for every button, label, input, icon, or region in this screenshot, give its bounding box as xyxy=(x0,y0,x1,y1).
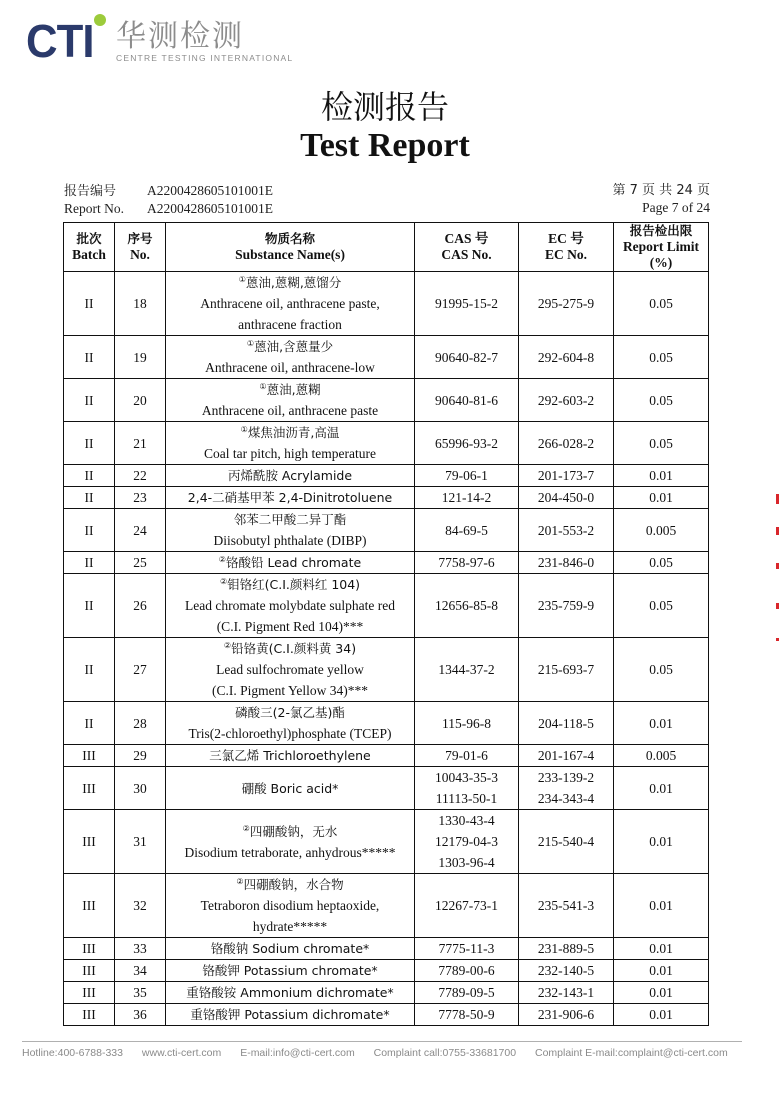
cell-no: 33 xyxy=(115,938,166,960)
cell-cas xyxy=(415,938,519,960)
table-row xyxy=(64,810,709,874)
table-row xyxy=(64,487,709,509)
cell-cas xyxy=(415,810,519,874)
cell-substance-name xyxy=(166,487,415,509)
table-row xyxy=(64,874,709,938)
cell-cas xyxy=(415,509,519,552)
cell-no: 20 xyxy=(115,379,166,422)
title-en: Test Report xyxy=(300,127,470,164)
seal-stamp-edge xyxy=(776,527,779,535)
cell-report-limit: 0.01 xyxy=(614,767,709,810)
footnote-marker: ① xyxy=(240,425,248,434)
cell-report-limit: 0.01 xyxy=(614,487,709,509)
substance-name-line: ②四硼酸钠，无水 xyxy=(242,823,338,839)
cas-number: 12656-85-8 xyxy=(435,598,498,613)
cell-no: 32 xyxy=(115,874,166,938)
logo-brand: CTI xyxy=(26,15,94,67)
cell-no: 36 xyxy=(115,1004,166,1026)
substance-table xyxy=(63,222,709,1026)
table-row xyxy=(64,1004,709,1026)
ec-number: 266-028-2 xyxy=(537,435,595,451)
substance-name-line: 2,4-二硝基甲苯 2,4-Dinitrotoluene xyxy=(187,490,393,505)
cell-cas xyxy=(415,702,519,745)
cell-substance-name xyxy=(166,767,415,810)
cell-no: 30 xyxy=(115,767,166,810)
cell-report-limit: 0.05 xyxy=(614,336,709,379)
cas-number: 90640-82-7 xyxy=(435,349,498,365)
cell-ec xyxy=(519,487,614,509)
title-cn: 检测报告 xyxy=(320,88,449,126)
cell-batch: III xyxy=(64,745,115,767)
cell-ec xyxy=(519,422,614,465)
ec-number: 204-450-0 xyxy=(537,490,595,505)
cell-cas xyxy=(415,874,519,938)
ec-number: 295-275-9 xyxy=(537,296,595,311)
report-no-value-cn: A2200428605101001E xyxy=(147,183,273,198)
cas-number: 91995-15-2 xyxy=(435,296,498,311)
footer-hotline: Hotline:400-6788-333 xyxy=(22,1047,123,1059)
substance-name-line: Lead sulfochromate yellow xyxy=(216,662,364,677)
cell-substance-name xyxy=(166,509,415,552)
cas-number: 7789-00-6 xyxy=(438,963,495,978)
cell-ec xyxy=(519,379,614,422)
cas-number: 7775-11-3 xyxy=(438,941,495,956)
ec-number: 215-693-7 xyxy=(537,662,595,677)
cell-no: 23 xyxy=(115,487,166,509)
cell-no: 19 xyxy=(115,336,166,379)
cell-ec xyxy=(519,767,614,810)
cell-no: 27 xyxy=(115,638,166,702)
header-report-limit: 报告检出限 Report Limit (%) xyxy=(614,223,709,272)
substance-name-line: Anthracene oil, anthracene paste, xyxy=(200,296,380,311)
substance-name-line: hydrate***** xyxy=(252,919,328,934)
table-row xyxy=(64,509,709,552)
table-row xyxy=(64,379,709,422)
ec-number: 292-603-2 xyxy=(537,392,595,408)
report-number-block xyxy=(64,182,273,217)
report-no-label-cn: 报告编号 xyxy=(64,184,117,199)
ec-number: 233-139-2 xyxy=(537,770,595,785)
cell-substance-name xyxy=(166,982,415,1004)
footer-website[interactable]: www.cti-cert.com xyxy=(141,1047,222,1059)
cell-report-limit: 0.05 xyxy=(614,552,709,574)
cell-batch: II xyxy=(64,702,115,745)
footer-complaint-call: Complaint call:0755-33681700 xyxy=(373,1047,517,1059)
cas-number: 7778-50-9 xyxy=(438,1007,495,1022)
cell-report-limit: 0.005 xyxy=(614,745,709,767)
substance-name-line: 重铬酸钾 Potassium dichromate* xyxy=(190,1007,390,1022)
footnote-marker: ② xyxy=(219,577,228,586)
cell-substance-name xyxy=(166,1004,415,1026)
cell-ec xyxy=(519,960,614,982)
substance-name-line: (C.I. Pigment Red 104)*** xyxy=(216,619,364,634)
cell-report-limit: 0.01 xyxy=(614,1004,709,1026)
footnote-marker: ② xyxy=(242,823,250,833)
cell-batch: III xyxy=(64,810,115,874)
table-row xyxy=(64,552,709,574)
cell-substance-name xyxy=(166,422,415,465)
cell-batch: II xyxy=(64,379,115,422)
ec-number: 231-846-0 xyxy=(537,555,595,570)
table-row xyxy=(64,272,709,336)
logo-name-en: CENTRE TESTING INTERNATIONAL xyxy=(116,53,294,63)
substance-name-line: 邻苯二甲酸二异丁酯 xyxy=(233,512,347,527)
cell-substance-name xyxy=(166,465,415,487)
substance-name-line: Disodium tetraborate, anhydrous***** xyxy=(184,844,396,860)
cell-no: 24 xyxy=(115,509,166,552)
cas-number: 12179-04-3 xyxy=(435,834,498,849)
substance-name-line: Anthracene oil, anthracene paste xyxy=(201,403,379,418)
cell-cas xyxy=(415,1004,519,1026)
substance-name-line: ①蒽油,蒽糊,蒽馏分 xyxy=(238,275,342,290)
cell-ec xyxy=(519,810,614,874)
ec-number: 292-604-8 xyxy=(537,349,595,365)
cell-batch: III xyxy=(64,767,115,810)
table-row xyxy=(64,574,709,638)
substance-name-line: ①蒽油,蒽糊 xyxy=(259,382,321,397)
page-number-en: Page 7 of 24 xyxy=(642,200,710,215)
ec-number: 231-889-5 xyxy=(537,941,595,956)
cell-report-limit: 0.01 xyxy=(614,465,709,487)
cell-no: 25 xyxy=(115,552,166,574)
cell-substance-name xyxy=(166,336,415,379)
cell-substance-name xyxy=(166,552,415,574)
ec-number: 204-118-5 xyxy=(538,715,594,731)
substance-name-line: ②铬酸铅 Lead chromate xyxy=(218,555,362,570)
ec-number: 201-553-2 xyxy=(537,522,595,538)
cell-cas xyxy=(415,336,519,379)
cell-report-limit: 0.01 xyxy=(614,810,709,874)
cell-cas xyxy=(415,272,519,336)
cell-ec xyxy=(519,638,614,702)
cell-substance-name xyxy=(166,379,415,422)
cas-number: 115-96-8 xyxy=(442,715,491,731)
cas-number: 7789-09-5 xyxy=(438,985,495,1000)
cell-cas xyxy=(415,960,519,982)
cell-report-limit: 0.01 xyxy=(614,874,709,938)
ec-number: 234-343-4 xyxy=(537,791,595,806)
header-cas: CAS 号 CAS No. xyxy=(415,223,519,272)
cell-substance-name xyxy=(166,938,415,960)
cas-number: 121-14-2 xyxy=(441,490,492,505)
cell-ec xyxy=(519,874,614,938)
cell-substance-name xyxy=(166,745,415,767)
substance-name-line: Diisobutyl phthalate (DIBP) xyxy=(213,533,367,548)
cas-number: 11113-50-1 xyxy=(435,791,498,806)
cell-ec xyxy=(519,1004,614,1026)
cell-ec xyxy=(519,574,614,638)
cell-substance-name xyxy=(166,702,415,745)
cell-cas xyxy=(415,574,519,638)
cell-ec xyxy=(519,702,614,745)
logo-dot-icon xyxy=(94,14,106,26)
cell-batch: II xyxy=(64,422,115,465)
cell-cas xyxy=(415,422,519,465)
substance-name-line: ①蒽油,含蒽量少 xyxy=(246,339,334,354)
cell-report-limit: 0.05 xyxy=(614,574,709,638)
substance-name-line: ②铅铬黄(C.I.颜料黄 34) xyxy=(223,641,357,656)
substance-name-line: 铬酸钾 Potassium chromate* xyxy=(202,963,378,978)
page-number-block xyxy=(613,182,710,216)
table-row xyxy=(64,745,709,767)
table-row xyxy=(64,960,709,982)
cell-report-limit: 0.01 xyxy=(614,938,709,960)
ec-number: 201-167-4 xyxy=(537,748,595,763)
cell-batch: II xyxy=(64,638,115,702)
cas-number: 1303-96-4 xyxy=(438,855,495,870)
cell-no: 18 xyxy=(115,272,166,336)
cell-batch: II xyxy=(64,465,115,487)
cas-number: 10043-35-3 xyxy=(435,770,498,785)
cell-cas xyxy=(415,552,519,574)
ec-number: 232-143-1 xyxy=(537,985,595,1000)
cell-batch: II xyxy=(64,272,115,336)
cas-number: 79-01-6 xyxy=(445,748,488,763)
footnote-marker: ① xyxy=(259,382,267,391)
cell-batch: II xyxy=(64,574,115,638)
ec-number: 235-759-9 xyxy=(537,598,595,613)
substance-name-line: ②四硼酸钠，水合物 xyxy=(236,877,344,892)
cell-report-limit: 0.01 xyxy=(614,960,709,982)
header-ec: EC 号 EC No. xyxy=(519,223,614,272)
substance-name-line: Coal tar pitch, high temperature xyxy=(203,446,377,461)
cell-ec xyxy=(519,336,614,379)
seal-stamp-edge xyxy=(776,494,779,504)
cell-no: 34 xyxy=(115,960,166,982)
cell-no: 26 xyxy=(115,574,166,638)
cell-batch: III xyxy=(64,874,115,938)
footer-email[interactable]: E-mail:info@cti-cert.com xyxy=(240,1047,355,1059)
footnote-marker: ② xyxy=(223,641,232,650)
substance-name-line: Tetraboron disodium heptaoxide, xyxy=(200,898,380,913)
table-header-row xyxy=(64,223,709,272)
cell-substance-name xyxy=(166,874,415,938)
cell-cas xyxy=(415,379,519,422)
cell-no: 31 xyxy=(115,810,166,874)
cell-batch: II xyxy=(64,487,115,509)
cell-substance-name xyxy=(166,810,415,874)
cell-batch: II xyxy=(64,336,115,379)
cell-cas xyxy=(415,767,519,810)
cell-report-limit: 0.05 xyxy=(614,638,709,702)
substance-name-line: Tris(2-chloroethyl)phosphate (TCEP) xyxy=(188,726,392,741)
cell-no: 22 xyxy=(115,465,166,487)
substance-name-line: 三氯乙烯 Trichloroethylene xyxy=(209,748,371,763)
footnote-marker: ② xyxy=(236,877,244,886)
cell-report-limit: 0.01 xyxy=(614,702,709,745)
cas-number: 1344-37-2 xyxy=(438,662,495,677)
cell-batch: II xyxy=(64,509,115,552)
table-row xyxy=(64,982,709,1004)
cell-batch: III xyxy=(64,982,115,1004)
ec-number: 231-906-6 xyxy=(537,1007,595,1022)
substance-name-line: 丙烯酰胺 Acrylamide xyxy=(227,468,353,483)
cell-no: 28 xyxy=(115,702,166,745)
substance-name-line: 重铬酸铵 Ammonium dichromate* xyxy=(186,985,394,1000)
cell-batch: III xyxy=(64,1004,115,1026)
substance-name-line: 铬酸钠 Sodium chromate* xyxy=(210,941,370,956)
logo-name-cn: 华测检测 xyxy=(116,19,244,54)
substance-name-line: Lead chromate molybdate sulphate red xyxy=(185,598,395,613)
report-no-label-en: Report No. xyxy=(64,201,124,216)
substance-name-line: ①煤焦油沥青,高温 xyxy=(240,425,340,440)
cas-number: 1330-43-4 xyxy=(438,813,495,828)
table-row xyxy=(64,465,709,487)
table-row xyxy=(64,638,709,702)
ec-number: 201-173-7 xyxy=(537,468,595,483)
cell-ec xyxy=(519,982,614,1004)
ec-number: 235-541-3 xyxy=(537,898,595,913)
cell-cas xyxy=(415,487,519,509)
cell-ec xyxy=(519,938,614,960)
cas-number: 84-69-5 xyxy=(445,522,488,538)
seal-stamp-edge xyxy=(776,563,779,569)
cell-report-limit: 0.05 xyxy=(614,272,709,336)
table-row xyxy=(64,422,709,465)
cell-ec xyxy=(519,509,614,552)
cell-report-limit: 0.005 xyxy=(614,509,709,552)
cas-number: 90640-81-6 xyxy=(435,392,498,408)
cell-batch: II xyxy=(64,552,115,574)
header-no: 序号 No. xyxy=(115,223,166,272)
cas-number: 12267-73-1 xyxy=(435,898,498,913)
cell-report-limit: 0.05 xyxy=(614,422,709,465)
cell-ec xyxy=(519,552,614,574)
cell-substance-name xyxy=(166,638,415,702)
cell-report-limit: 0.01 xyxy=(614,982,709,1004)
cell-cas xyxy=(415,745,519,767)
substance-name-line: 硼酸 Boric acid* xyxy=(241,780,339,796)
seal-stamp-edge xyxy=(776,638,779,641)
cell-substance-name xyxy=(166,574,415,638)
ec-number: 232-140-5 xyxy=(537,963,595,978)
cell-cas xyxy=(415,982,519,1004)
cell-ec xyxy=(519,465,614,487)
cas-number: 7758-97-6 xyxy=(438,555,495,570)
cas-number: 79-06-1 xyxy=(445,468,488,483)
table-row xyxy=(64,336,709,379)
cell-batch: III xyxy=(64,938,115,960)
cti-logo xyxy=(26,14,294,68)
substance-name-line: (C.I. Pigment Yellow 34)*** xyxy=(211,683,368,698)
cell-cas xyxy=(415,638,519,702)
ec-number: 215-540-4 xyxy=(537,834,595,849)
footnote-marker: ① xyxy=(246,339,255,348)
substance-name-line: ②钼铬红(C.I.颜料红 104) xyxy=(219,577,361,592)
footer-complaint-email[interactable]: Complaint E-mail:complaint@cti-cert.com xyxy=(534,1047,728,1059)
cell-no: 21 xyxy=(115,422,166,465)
table-row xyxy=(64,767,709,810)
cell-cas xyxy=(415,465,519,487)
page-number-cn: 第 7 页 共 24 页 xyxy=(612,183,710,198)
header-batch: 批次 Batch xyxy=(64,223,115,272)
cell-ec xyxy=(519,745,614,767)
cell-no: 35 xyxy=(115,982,166,1004)
substance-name-line: 磷酸三(2-氯乙基)酯 xyxy=(235,705,345,720)
cell-ec xyxy=(519,272,614,336)
footnote-marker: ① xyxy=(238,275,246,284)
seal-stamp-edge xyxy=(776,603,779,609)
footnote-marker: ② xyxy=(218,555,226,564)
table-row xyxy=(64,938,709,960)
cell-report-limit: 0.05 xyxy=(614,379,709,422)
cell-substance-name xyxy=(166,272,415,336)
header-substance: 物质名称 Substance Name(s) xyxy=(166,223,415,272)
cell-no: 29 xyxy=(115,745,166,767)
cell-batch: III xyxy=(64,960,115,982)
table-row xyxy=(64,702,709,745)
substance-name-line: anthracene fraction xyxy=(238,317,342,332)
substance-name-line: Anthracene oil, anthracene-low xyxy=(205,360,375,375)
footer-contact xyxy=(22,1047,744,1059)
report-no-value-en: A2200428605101001E xyxy=(147,201,273,216)
footer-divider xyxy=(22,1041,742,1042)
cell-substance-name xyxy=(166,960,415,982)
cas-number: 65996-93-2 xyxy=(435,435,498,451)
